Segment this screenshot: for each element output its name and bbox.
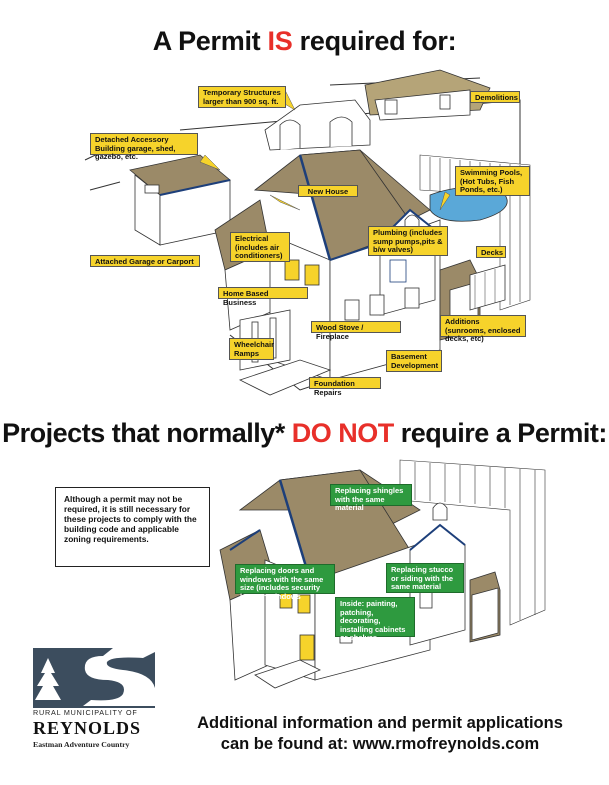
label-foundation-repairs: Foundation Repairs [309,377,381,389]
label-new-house: New House [298,185,358,197]
footer-line-1: Additional information and permit applications [197,714,563,732]
label-swimming-pools: Swimming Pools, (Hot Tubs, Fish Ponds, etc.) [455,166,530,196]
label-demolitions: Demolitions [470,91,520,103]
label-basement-development: Basement Development [386,350,442,372]
label-replacing-shingles: Replacing shingles with the same material [330,484,412,506]
house-illustration-required [0,60,609,400]
label-home-based-business: Home Based Business [218,287,308,299]
label-wood-stove-fireplace: Wood Stove / Fireplace [311,321,401,333]
logo-line-rural-municipality: RURAL MUNICIPALITY OF [33,708,138,717]
label-additions: Additions (sunrooms, enclosed decks, etc) [440,315,526,337]
permit-required-title: A Permit IS required for: [152,26,457,56]
footer-info [175,713,585,755]
label-inside-painting: Inside: painting, patching, decorating, installing cabinets or shelves [335,597,415,637]
label-replacing-stucco-siding: Replacing stucco or siding with the same material [386,563,464,593]
permit-not-required-title: Projects that normally* DO NOT require a Permit: [2,418,607,448]
label-detached-accessory-building: Detached Accessory Building garage, shed, gazebo, etc. [90,133,198,155]
note-box: Although a permit may not be required, it is still necessary for these projects to comply with the building code and applicable zoning requirements. [55,487,210,567]
label-wheelchair-ramps: Wheelchair Ramps [229,338,274,360]
label-replacing-doors-windows: Replacing doors and windows with the same size (includes security bars on windows [235,564,335,594]
reynolds-logo-mark [33,648,155,708]
label-attached-garage: Attached Garage or Carport [90,255,200,267]
emphasis-do-not: DO NOT [291,418,394,448]
logo-line-reynolds: REYNOLDS [33,718,142,738]
label-temporary-structures: Temporary Structures larger than 900 sq. ft. [198,86,286,108]
label-electrical: Electrical (includes air conditioners) [230,232,290,262]
label-decks: Decks [476,246,506,258]
logo-line-tagline: Eastman Adventure Country [33,740,130,749]
footer-line-2: can be found at: www.rmofreynolds.com [220,735,540,753]
emphasis-is: IS [267,26,293,56]
label-plumbing: Plumbing (includes sump pumps,pits & b/w valves) [368,226,448,256]
